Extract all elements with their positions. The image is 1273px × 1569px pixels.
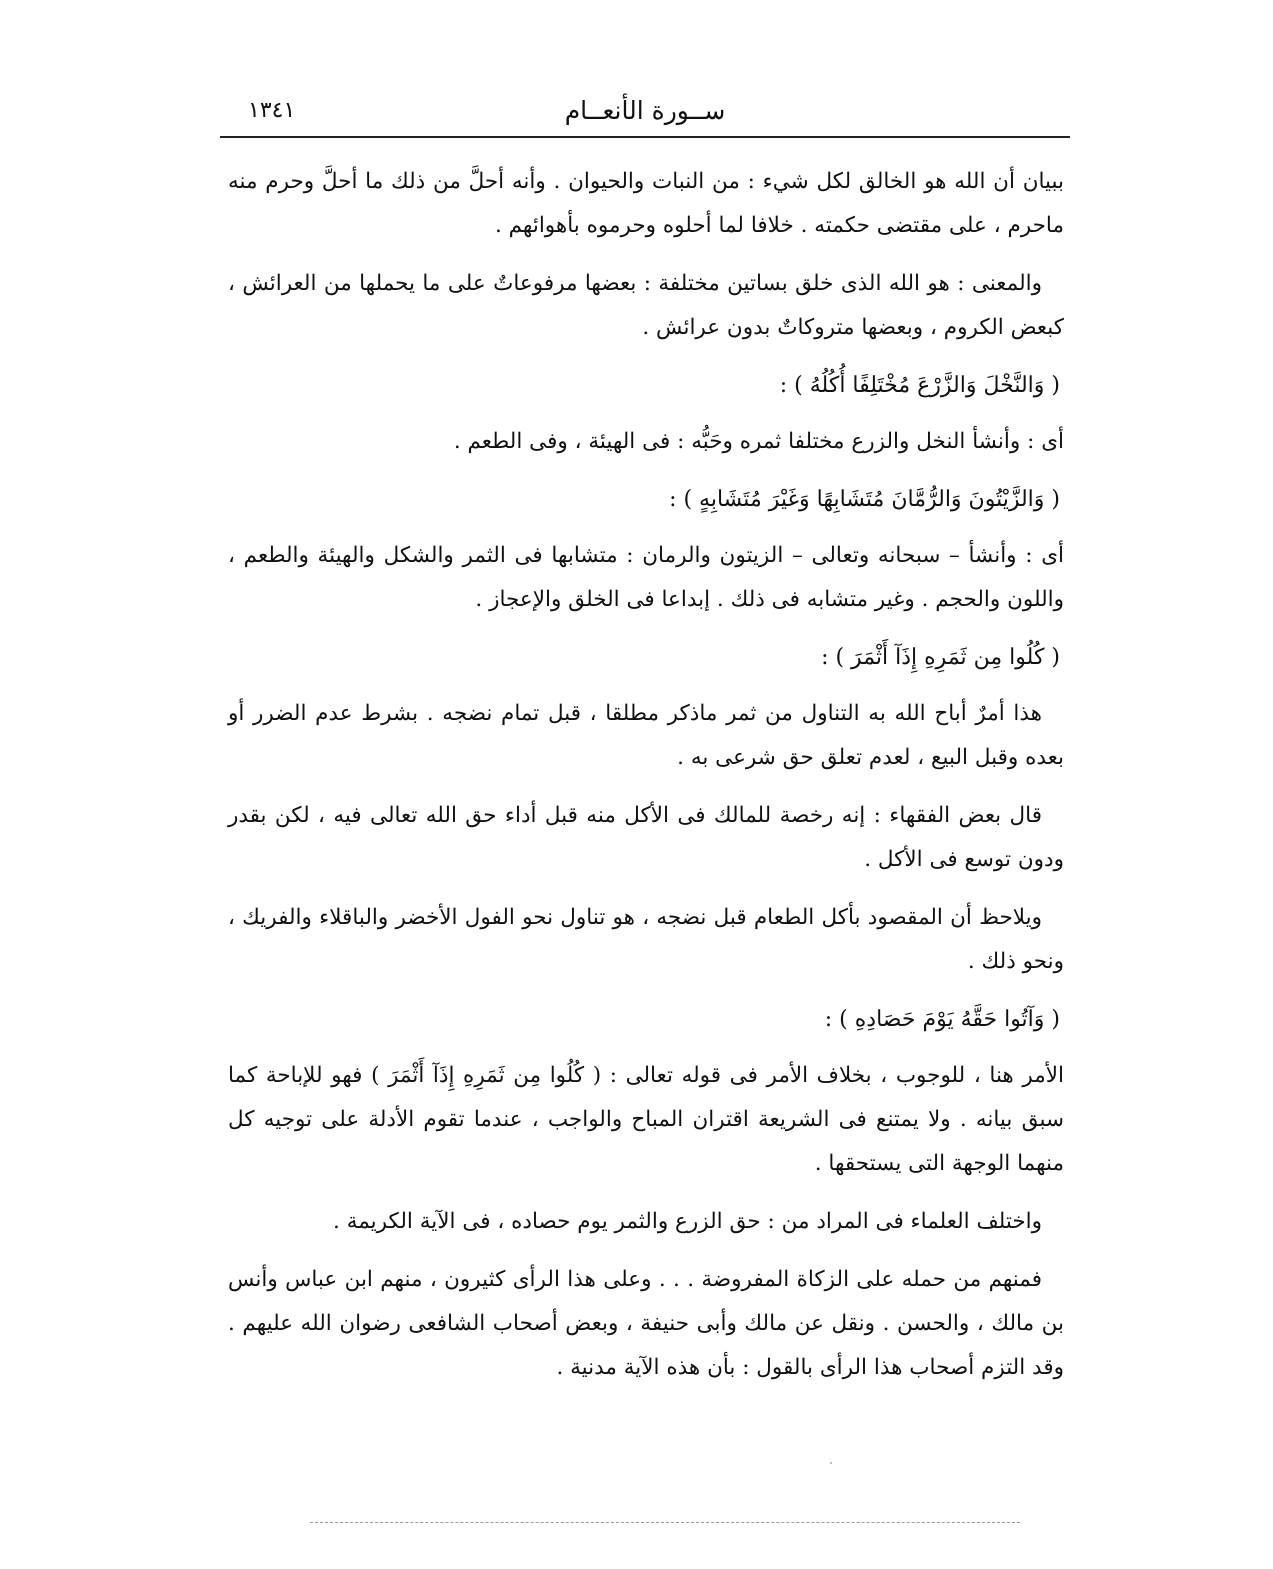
paragraph-zakat-view: فمنهم من حمله على الزكاة المفروضة . . . وعلى هذا الرأى كثيرون ، منهم ابن عباس وأنس بن مالك ، والحسن . ونقل عن مالك وأبى حنيفة ، وبعض أصحاب الشافعى رضوان الله عليهم . وقد التزم أصحاب هذا الرأى بالقول : بأن هذه الآية مدنية . [228,1267,1064,1380]
paragraph-note: ويلاحظ أن المقصود بأكل الطعام قبل نضجه ، هو تناول نحو الفول الأخضر والباقلاء والفريك ، ونحو ذلك . [228,905,1064,974]
paragraph-scholars-differ: واختلف العلماء فى المراد من : حق الزرع والثمر يوم حصاده ، فى الآية الكريمة . [333,1209,1042,1234]
paragraph-continuation: ببيان أن الله هو الخالق لكل شيء : من النبات والحيوان . وأنه أحلَّ من ذلك ما أحلَّ وحرم منه ماحرم ، على مقتضى حكمته . خلافا لما أحلوه وحرموه بأهوائهم . [228,169,1064,238]
paragraph-palms-explanation: أى : وأنشأ النخل والزرع مختلفا ثمره وحَبُّه : فى الهيئة ، وفى الطعم . [453,429,1064,454]
paragraph-jurists: قال بعض الفقهاء : إنه رخصة للمالك فى الأكل منه قبل أداء حق الله تعالى فيه ، لكن بقدر ودون توسع فى الأكل . [228,803,1064,872]
page-number: ١٣٤١ [248,98,296,123]
verse-quote-olives: ( وَالزَّيْتُونَ وَالرُّمَّانَ مُتَشَابِهًا وَغَيْرَ مُتَشَابِهٍ ) : [669,487,1060,512]
verse-quote-eat: ( كُلُوا مِن ثَمَرِهِ إِذَآ أَثْمَرَ ) : [821,645,1060,670]
paragraph-meaning: والمعنى : هو الله الذى خلق بساتين مختلفة : بعضها مرفوعاتٌ على ما يحملها من العرائش ، كبعض الكروم ، وبعضها متروكاتٌ بدون عرائش . [228,271,1064,340]
body-text [228,160,1064,1404]
paragraph-olives-explanation: أى : وأنشأ – سبحانه وتعالى – الزيتون والرمان : متشابها فى الثمر والشكل والهيئة والطعم ، واللون والحجم . وغير متشابه فى ذلك . إبداعا فى الخلق والإعجاز . [228,543,1064,612]
header-divider [220,136,1070,138]
footer-divider [310,1522,1020,1523]
paragraph-obligation: الأمر هنا ، للوجوب ، بخلاف الأمر فى قوله تعالى : ( كُلُوا مِن ثَمَرِهِ إِذَآ أَثْمَرَ ) فهو للإباحة كما سبق بيانه . ولا يمتنع فى الشريعة اقتران المباح والواجب ، عندما تقوم الأدلة على توجيه كل منهما الوجهة التى يستحقها . [228,1063,1064,1176]
scan-speck [830,1462,832,1464]
page-header [220,96,1070,136]
verse-quote-palms: ( وَالنَّخْلَ وَالزَّرْعَ مُخْتَلِفًا أُكُلُهُ ) : [779,373,1060,398]
verse-quote-harvest: ( وَآتُوا حَقَّهُ يَوْمَ حَصَادِهِ ) : [824,1007,1060,1032]
surah-title: ســورة الأنعــام [564,96,726,125]
paragraph-eat-explanation: هذا أمرٌ أباح الله به التناول من ثمر ماذكر مطلقا ، قبل تمام نضجه . بشرط عدم الضرر أو بعده وقبل البيع ، لعدم تعلق حق شرعى به . [228,701,1064,770]
